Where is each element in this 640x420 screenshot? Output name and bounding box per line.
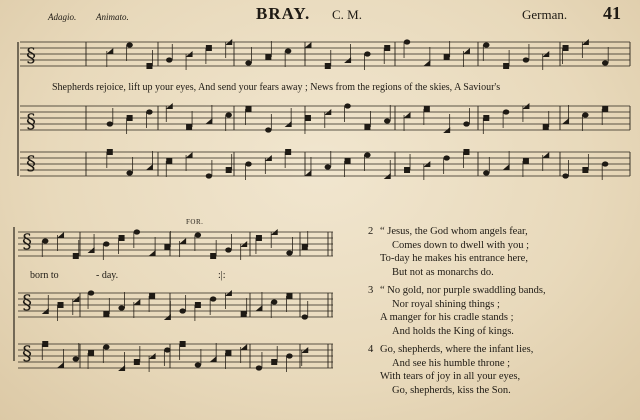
hymn-title: BRAY. (256, 4, 311, 23)
note-head (164, 347, 170, 352)
note-head (245, 60, 251, 65)
note-head (285, 149, 291, 155)
clef-icon: § (22, 341, 32, 365)
repeat-sign: :|: (218, 270, 226, 281)
verse-line: With tears of joy in all your eyes, (380, 371, 521, 382)
note-head (285, 48, 291, 53)
verse-number: 3 (368, 285, 374, 296)
note-head (241, 311, 247, 317)
note-head (404, 39, 410, 44)
verse-line: Go, shepherds, kiss the Son. (392, 384, 511, 396)
lyric-line-1: Shepherds rejoice, lift up your eyes, And send your fears away ; News from the regions of the skies, A Saviour's (52, 82, 501, 93)
note-head (424, 106, 430, 112)
note-head (134, 229, 140, 234)
tune-origin: German. (522, 7, 568, 22)
note-head (166, 158, 172, 164)
note-head (443, 155, 449, 160)
note-head (73, 253, 79, 259)
note-head (166, 57, 172, 62)
lyric-day: - day. (96, 270, 119, 281)
note-head (240, 344, 247, 350)
note-head (483, 115, 489, 121)
verse-number: 4 (368, 344, 374, 355)
verse-number: 2 (368, 226, 374, 237)
note-head (304, 170, 311, 176)
note-head (245, 161, 251, 166)
note-head (582, 167, 588, 173)
clef-icon: § (26, 109, 36, 133)
note-head (302, 244, 308, 250)
note-head (404, 167, 410, 173)
note-head (58, 302, 64, 308)
note-head (149, 250, 156, 256)
note-head (582, 112, 588, 117)
note-head (134, 359, 140, 365)
note-head (179, 308, 185, 313)
verse-line: Nor royal shining things ; (392, 298, 500, 310)
note-head (503, 63, 509, 69)
note-head (543, 124, 549, 130)
note-head (210, 253, 216, 259)
note-head (523, 57, 529, 62)
note-head (57, 232, 64, 238)
note-head (205, 118, 212, 124)
note-head (146, 164, 153, 170)
note-head (107, 121, 113, 126)
note-head (325, 164, 331, 169)
note-head (133, 299, 140, 305)
note-head (364, 124, 370, 130)
note-head (302, 314, 308, 319)
page-number: 41 (603, 3, 621, 23)
note-head (179, 238, 186, 244)
note-head (103, 344, 109, 349)
clef-icon: § (26, 43, 36, 67)
note-head (186, 152, 193, 158)
clef-icon: § (22, 290, 32, 314)
note-head (126, 170, 132, 175)
note-head (255, 305, 262, 311)
note-head (463, 48, 470, 54)
note-head (286, 250, 292, 255)
note-head (206, 173, 212, 178)
tempo-adagio: Adagio. (48, 12, 77, 22)
verse-2 (368, 225, 630, 279)
note-head (119, 235, 125, 241)
note-head (195, 232, 201, 237)
note-head (57, 362, 64, 368)
note-head (344, 103, 350, 108)
note-head (164, 244, 170, 250)
note-head (463, 149, 469, 155)
note-head (126, 42, 132, 47)
note-head (88, 350, 94, 356)
note-head (42, 341, 48, 347)
verse-line: Go, shepherds, where the infant lies, (380, 344, 534, 355)
verses (368, 225, 630, 402)
note-head (265, 54, 271, 60)
note-head (423, 60, 430, 66)
note-head (463, 121, 469, 126)
note-head (271, 299, 277, 304)
note-head (146, 109, 152, 114)
verse-3 (368, 284, 630, 338)
note-head (256, 235, 262, 241)
note-head (602, 161, 608, 166)
note-head (286, 293, 292, 299)
verse-line: But not as monarchs do. (392, 266, 494, 278)
note-head (384, 45, 390, 51)
verse-line: Comes down to dwell with you ; (392, 239, 530, 251)
note-head (106, 48, 113, 54)
note-head (271, 359, 277, 365)
note-head (483, 170, 489, 175)
note-head (146, 63, 152, 69)
note-head (286, 353, 292, 358)
note-head (127, 115, 133, 121)
note-head (210, 356, 217, 362)
verse-line: And holds the King of kings. (392, 325, 514, 337)
verse-line: And see his humble throne ; (392, 357, 511, 369)
note-head (384, 118, 390, 123)
note-head (103, 311, 109, 317)
note-head (225, 350, 231, 356)
note-head (404, 112, 411, 118)
note-head (563, 45, 569, 51)
note-head (42, 238, 48, 243)
verse-line: A manger for his cradle stands ; (380, 312, 514, 323)
note-head (542, 152, 549, 158)
clef-icon: § (22, 229, 32, 253)
note-head (562, 173, 568, 178)
note-head (325, 63, 331, 69)
note-head (364, 51, 370, 56)
for-label: FOR. (186, 218, 204, 226)
note-head (206, 45, 212, 51)
note-head (503, 109, 509, 114)
note-head (602, 106, 608, 112)
note-head (483, 42, 489, 47)
note-head (103, 241, 109, 246)
note-head (246, 106, 252, 112)
lyric-born-to: born to (30, 270, 59, 281)
note-head (364, 152, 370, 157)
note-head (195, 302, 201, 308)
note-head (180, 341, 186, 347)
verse-line: “ No gold, nor purple swaddling bands, (380, 285, 546, 296)
note-head (562, 118, 569, 124)
tempo-animato: Animato. (96, 12, 129, 22)
note-head (265, 127, 271, 132)
note-head (503, 164, 510, 170)
note-head (225, 247, 231, 252)
clef-icon: § (26, 151, 36, 175)
note-head (210, 296, 216, 301)
note-head (88, 290, 94, 295)
note-head (118, 305, 124, 310)
note-head (73, 356, 79, 361)
note-head (226, 112, 232, 117)
verse-line: To-day he makes his entrance here, (380, 253, 528, 264)
note-head (345, 158, 351, 164)
note-head (186, 124, 192, 130)
hymn-meter: C. M. (332, 7, 362, 22)
note-head (256, 365, 262, 370)
verse-line: “ Jesus, the God whom angels fear, (380, 226, 528, 237)
note-head (304, 42, 311, 48)
note-head (305, 115, 311, 121)
note-head (444, 54, 450, 60)
note-head (602, 60, 608, 65)
note-head (226, 167, 232, 173)
note-head (195, 362, 201, 367)
note-head (149, 293, 155, 299)
note-head (523, 158, 529, 164)
note-head (107, 149, 113, 155)
verse-4 (368, 343, 630, 397)
